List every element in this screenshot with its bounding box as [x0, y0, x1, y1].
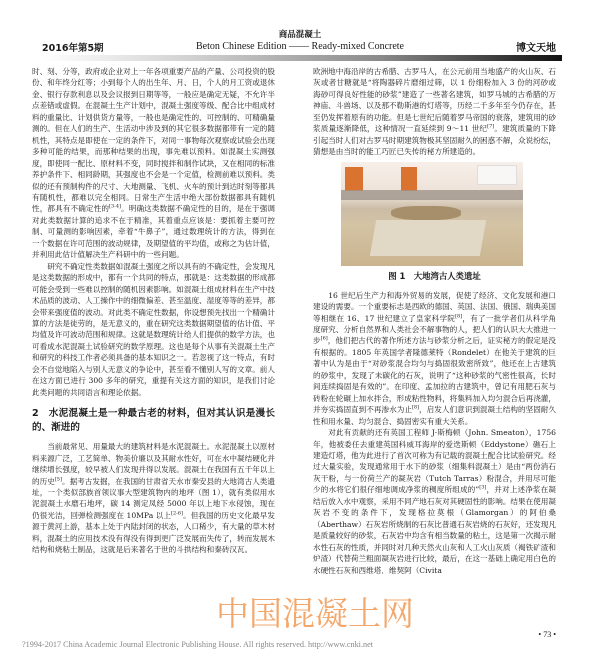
- text-run: ，有了一批学者们从科学角度研究、分析自然界和人类社会不解事物的人，把人们的认识大大推进一步: [313, 313, 556, 346]
- photo-window: [477, 165, 517, 185]
- paragraph: [313, 66, 556, 158]
- citation: [5]: [54, 475, 62, 482]
- left-column: [32, 66, 275, 556]
- paragraph: [313, 290, 556, 427]
- text-run: 。据考古发掘，在我国的甘肃省天水市秦安县的大地湾古人类遗址，一个类似部族首领议事大型建筑物内的地坪（图 1），就有类似用水泥混凝土水磨石地坪，碳 14 测定凤经 5000 年以上地下水侵蚀，现在仍很光洁，回弹检测强度在 10MPa 以上: [32, 476, 276, 520]
- paragraph: [32, 441, 275, 556]
- text-run: 16 世纪后生产力和海外贸易的发展，促使了经济、文化发展和港口建设的需要。一个重要标志是西欧的德国、英国、法国、俄国、瑞典美国等相继在 16、17 世纪建立了皇家科学院: [313, 290, 556, 323]
- paragraph: [313, 427, 556, 576]
- journal-title: [160, 30, 440, 53]
- text-run: ，并对上述净浆在凝结后放入水中观察，采用不同产地石灰对其硬固性的影响。结果在使用凝灰岩不变的条件下，发现格拉莫根（Glamorgan）的阿伯桑（Aberthaw）石灰岩所烧制的石灰比普通石灰岩烧的石灰好，还发现凡是质量较好的砂浆，石灰岩中均含有相当数量的粘土，这是第一次揭示耐水性石灰的性质，并同时对几种天然火山灰和人工火山灰质（褐铁矿渣和炉渣）代替荷兰粗面凝灰岩进行比较，最后，在这一基础上确定用白色的水硬性石灰和西维塔．维契阿（Civita: [313, 485, 556, 575]
- text-run: 。建筑质量的下降引起当时人们对古罗马时期建筑物极其坚固耐久的困惑不解，众说纷纭，猜想是由当时的能工巧匠已失传的秘方所建造的。: [313, 124, 557, 157]
- text-run: ，启发人们意识到混凝土结构的坚固耐久性和用水量、均匀混合、捣固密实有重大关系。: [313, 405, 557, 426]
- section-label: 博文天地: [516, 43, 556, 54]
- text-run: 欧洲地中海沿岸的古希腊、古罗马人，在公元前用当地盛产的火山灰、石灰或者甘糖就是“将陶器碎片磨细过筛，以 1 份细粉加入 3 份的河砂或海砂可得良好性能的砂浆”建造了一些著名建筑，如罗马城的古希腊的万神庙、斗兽场、以及那不勒斯港的灯塔等，历经二千多年至今仍存在，甚至仍发挥着原有的功能。但是七世纪后随着罗马帝国的衰落，建筑用的砂浆质量逐渐降低，这种情况一直延续到 9～11 世纪: [313, 67, 556, 134]
- figure-1-photo: [341, 162, 523, 266]
- journal-title-en: Beton Chinese Edition —— Ready-mixed Concrete: [195, 41, 404, 52]
- text-run: ，他们把古代的著作所述方法与砂浆分析之后，证实秘方的假定是没有根据的。1805 年英国学者隆德莱特（Rondelet）在他关于建筑的巨著中认为是由于“对砂浆混合均匀与捣固很致密所致”，他还在上古建筑的砂浆中，发现了未碳化的石灰，说明了“这种砂浆的气密性很高，长时间连续捣固是有效的”。在印度、孟加拉的古建筑中，曾记有用肥石灰与砖粉在轮碾上加水拌合，形成粘性物料，将集料加入均匀混合后再浇灌，并夯实捣固直到不再渗水为止: [313, 336, 557, 415]
- citation: [6]: [320, 335, 328, 342]
- text-run: 对此有贡献的还有英国工程师 J·斯梅顿（John. Smeaton），1756 年，他被委任去重建英国科威耳海岸的爱迭斯顿（Eddystone）礁石上建造灯塔，他为此进行了首次可称为有记载的混凝土配合比试验研究。经过大量实验，发现通常用于水下的砂浆（细集料混凝土）是由“两份消石灰干粉，与一份荷兰产的凝灰岩（Tutch Tarras）粉混合，并用尽可能少的水将它们很仔细地调成净浆的稠度所组成的”: [313, 428, 556, 495]
- citation: [7]: [487, 123, 495, 130]
- page-number: • 73 •: [538, 630, 556, 639]
- photo-door: [345, 167, 363, 191]
- header-gradient-bar: [42, 55, 562, 61]
- citation: [2-6]: [171, 510, 183, 517]
- right-column: [313, 66, 556, 576]
- citation: [3]: [479, 484, 487, 491]
- paragraph: [32, 66, 275, 261]
- photo-door: [401, 167, 417, 191]
- photo-floor: [370, 220, 486, 256]
- section-heading: 2 水泥混凝土是一种最古老的材料，但对其认识是漫长的、渐进的: [32, 408, 275, 434]
- text-run: 时、刻、分等，政府或企业对上一年各项重要产品的产量、公司投资的股份、和年终分红等；小到每个人的出生年、月、日，个人的月工资或退休金、银行存款利息以及会议报到日期等等，一般应是确定无疑，不允许半点差错或虚假。在混凝土生产计划中，混凝土强度等级、配合比中组成材料的重量比、计划供货方量等，一般也是确定性的、可控制的、可精确量测的。但在人们的生产、生活动中涉及到的其它很多数据都带有一定的随机性，其特点是即使在一定的条件下，对同一事物每次观察或试验会出现多种可能的结果，而那种结果的出现，事先难以预料。如混凝土实测强度，即使同一配比、原材料不变，同时搅拌和制作试块，又在相同的标准养护条件下、相同龄期，其强度也不会是一个定值，检测前难以预料。类似的还有预制构件的尺寸、大地测量、飞机、火车的预计到达时刻等都具有随机性，都难以完全相同。日常生产生活中绝大部份数据都具有随机性，都具有不确定性的: [32, 67, 275, 214]
- text-run: 。明确这类数据不确定性的目的，是在于强调对此类数据计算的追求不在于精准，其着重点应该是：要抓着主要可控制、可量测的影响因素，牵着“牛鼻子”，通过数理统计的方法，得到在一个数据在许可范围的波动规律，及期望值的平均值，或称之为估计值，并利用此估计值解决生产科研中的一些问题。: [32, 204, 275, 260]
- watermark: 中国混凝土网: [216, 594, 414, 633]
- issue-label: 2016年第5期: [42, 43, 104, 54]
- paragraph: 研究不确定性类数据如混凝土强度之所以具有的不确定性，会发现凡是这类数据的形成中，都有一个共同的特点，那就是：这类数据的形成都可能会受到一些难以控制的随机因素影响。如混凝土组成材料在生产中技术品质的波动、人工操作中的细微偏差、甚至温度、湿度等等的差异，都会带来强度值的波动。对此类不确定性数据，你设想预先找出一个精确计算的方法是徒劳的，是无意义的，重在研究这类数据期望值的估计值、平均值及许可波动范围和规律。这就是数理统计给人们提供的数学方法，也可看成水泥混凝土试验研究的数学原理。这也是每个从事有关混凝土生产和研究的科技工作者必须具备的基本知识之一。若忽视了这一特点，有时会不自觉地陷入与别人无意义的争论中，甚至看不懂别人写的文章。前人在这方面已进行 300 多年的研究，重提有关这方面的知识，是我们讨论此类问题的共同语言和理论依据。: [32, 261, 275, 397]
- text-run: 当前最常见、用量最大的建筑材料是水泥混凝土。水泥混凝土以原材料来源广泛，工艺简单、物美价廉以及其耐水性好，可在水中凝结硬化并继续增长强度，较早被人们发现并得以发展。混凝土在我国有五千年以上的历史: [32, 442, 275, 486]
- citation: [8]: [455, 313, 463, 319]
- journal-title-zh: 商品混凝土: [278, 30, 322, 40]
- photo-rubble: [391, 206, 461, 220]
- figure-caption: 图 1 大地湾古人类遗址: [388, 270, 481, 281]
- photo-railing: [341, 190, 523, 200]
- text-run: 。但我国的历史文化最早发源于黄河上游，基本上处于内陆封闭的状态，人口稀少，有大量的草木材料，混凝土的应用技术没有得没有得到更广泛发展而失传了，转而发展木结构和烧粘土制品，这就是后来著名于世的斗拱结构和秦砖汉瓦。: [32, 510, 276, 555]
- citation: [3-4]: [109, 203, 121, 210]
- copyright-footer: ?1994-2017 China Academic Journal Electronic Publishing House. All rights reserved. http://www.cnki.net: [22, 640, 374, 649]
- citation: [8]: [411, 404, 420, 411]
